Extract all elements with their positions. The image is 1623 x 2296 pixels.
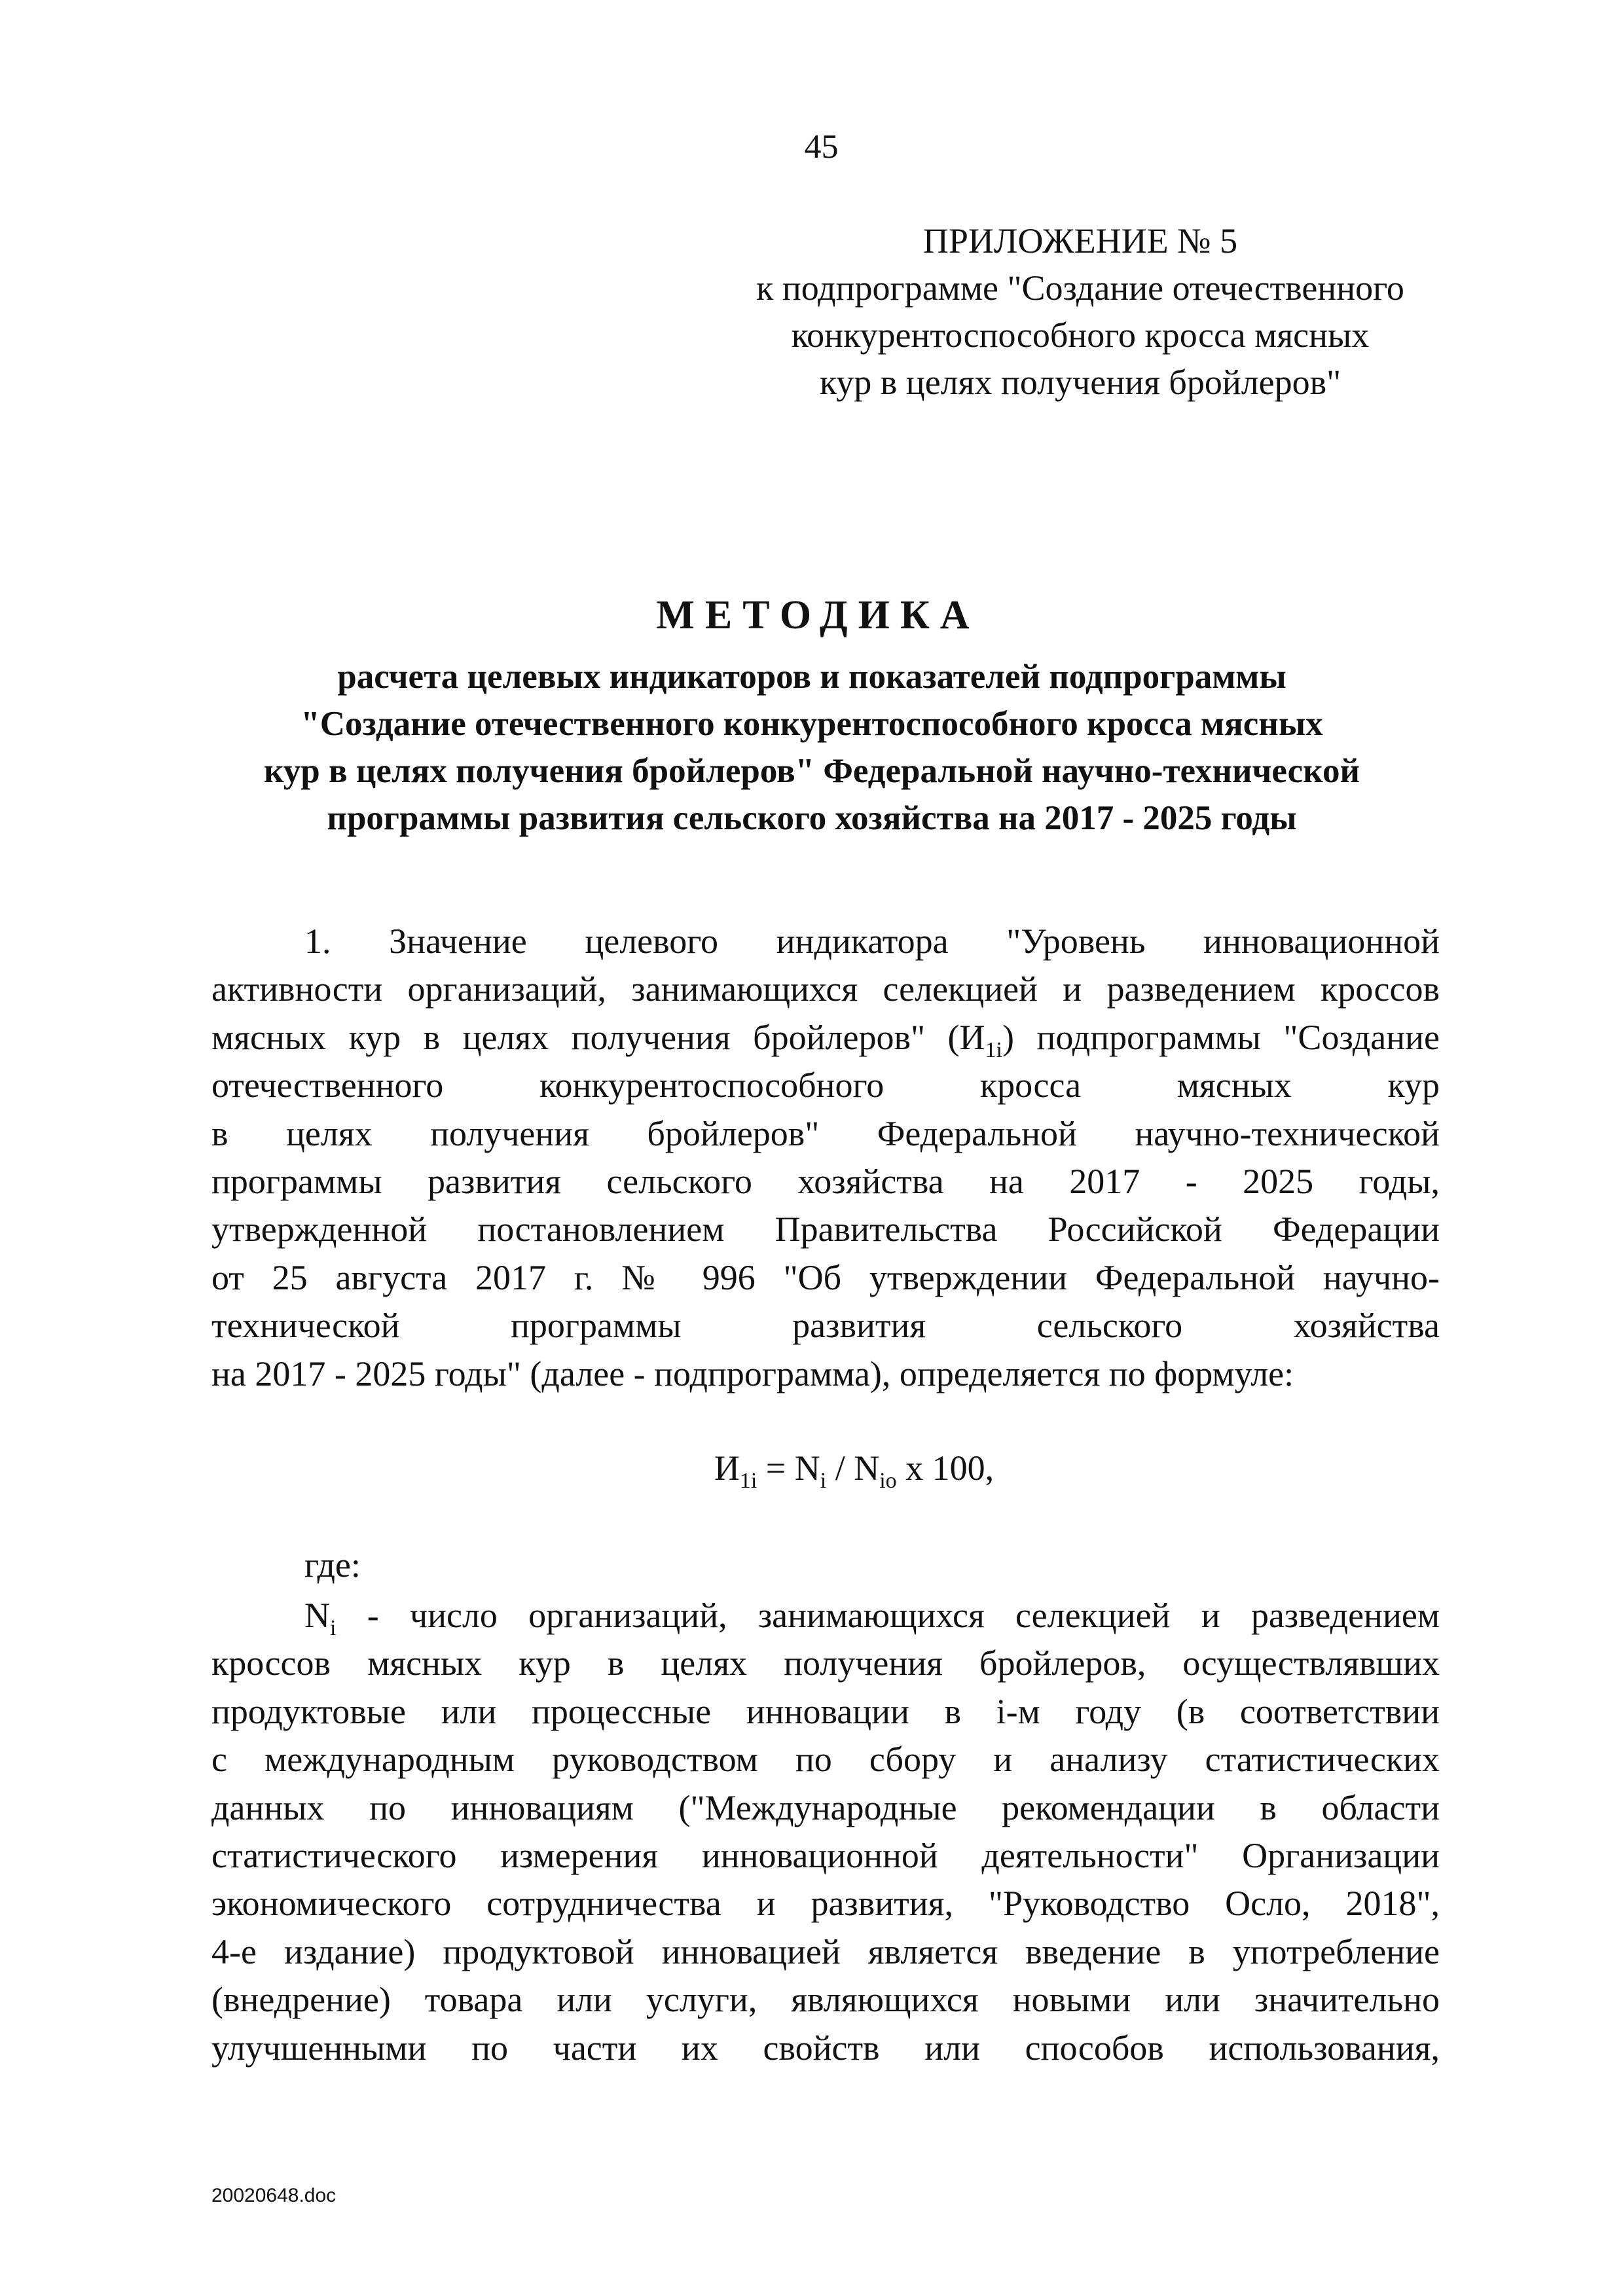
formula-d-sub: io bbox=[879, 1468, 897, 1493]
paragraph-line: от 25 августа 2017 г. № 996 "Об утверждении Федеральной научно- bbox=[211, 1257, 1440, 1297]
subscript: i bbox=[330, 1615, 337, 1640]
appendix-line: кур в целях получения бройлеров" bbox=[819, 363, 1341, 402]
paragraph-line: экономического сотрудничества и развития, "Руководство Осло, 2018", bbox=[211, 1884, 1440, 1924]
formula-n-sub: i bbox=[820, 1468, 827, 1493]
paragraph-line: утвержденной постановлением Правительства Российской Федерации bbox=[211, 1210, 1440, 1249]
paragraph-line: отечественного конкурентоспособного кросса мясных кур bbox=[211, 1066, 1440, 1105]
paragraph-line: активности организаций, занимающихся селекцией и разведением кроссов bbox=[211, 969, 1440, 1009]
paragraph-line: данных по инновациям ("Международные рекомендации в области bbox=[211, 1787, 1440, 1827]
formula-eq: = N bbox=[757, 1448, 820, 1488]
paragraph-1 bbox=[211, 918, 1440, 1398]
paragraph-line: улучшенными по части их свойств или способов использования, bbox=[211, 2028, 1440, 2068]
formula-slash: / N bbox=[826, 1448, 880, 1488]
paragraph-line: продуктовые или процессные инновации в i-м году (в соответствии bbox=[211, 1691, 1440, 1731]
method-subtitle bbox=[223, 653, 1401, 842]
paragraph-line: программы развития сельского хозяйства на 2017 - 2025 годы, bbox=[211, 1161, 1440, 1201]
paragraph-line: 1. Значение целевого индикатора "Уровень инновационной bbox=[304, 922, 1440, 961]
appendix-title: ПРИЛОЖЕНИЕ № 5 bbox=[922, 221, 1238, 260]
text-fragment: мясных кур в целях получения бройлеров" (И bbox=[211, 1017, 985, 1057]
paragraph-line: (внедрение) товара или услуги, являющихся новыми или значительно bbox=[211, 1980, 1440, 2020]
subscript: 1i bbox=[985, 1037, 1002, 1062]
formula-lhs-sub: 1i bbox=[739, 1468, 757, 1493]
paragraph-line: технической программы развития сельского хозяйства bbox=[211, 1306, 1440, 1346]
subtitle-line: "Создание отечественного конкурентоспособного кросса мясных bbox=[301, 705, 1323, 743]
text-fragment: - число организаций, занимающихся селекцией и разведением bbox=[336, 1596, 1440, 1635]
paragraph-line: кроссов мясных кур в целях получения бройлеров, осуществлявших bbox=[211, 1643, 1440, 1683]
method-title: МЕТОДИКА bbox=[656, 593, 980, 637]
formula-tail: x 100, bbox=[896, 1448, 994, 1488]
paragraph-line: на 2017 - 2025 годы" (далее - подпрограмма), определяется по формуле: bbox=[211, 1354, 1294, 1393]
paragraph-line: 4-е издание) продуктовой инновацией является введение в употребление bbox=[211, 1931, 1440, 1971]
appendix-header bbox=[707, 217, 1453, 406]
footer-filename: 20020648.doc bbox=[211, 2185, 337, 2206]
subtitle-line: расчета целевых индикаторов и показателей подпрограммы bbox=[337, 658, 1286, 696]
paragraph-line bbox=[211, 1014, 1440, 1062]
text-fragment: ) подпрограммы "Создание bbox=[1002, 1017, 1440, 1057]
paragraph-line: с международным руководством по сбору и анализу статистических bbox=[211, 1740, 1440, 1780]
formula-lhs: И bbox=[714, 1448, 740, 1488]
appendix-line: к подпрограмме "Создание отечественного bbox=[756, 268, 1404, 308]
paragraph-line: статистического измерения инновационной деятельности" Организации bbox=[211, 1835, 1440, 1875]
text-fragment: N bbox=[304, 1596, 330, 1635]
appendix-line: конкурентоспособного кросса мясных bbox=[791, 315, 1370, 355]
paragraph-2 bbox=[211, 1592, 1440, 2072]
page-number: 45 bbox=[804, 128, 839, 166]
subtitle-line: программы развития сельского хозяйства на 2017 - 2025 годы bbox=[327, 799, 1297, 837]
paragraph-line bbox=[211, 1592, 1440, 1640]
formula bbox=[0, 1448, 1623, 1494]
subtitle-line: кур в целях получения бройлеров" Федеральной научно-технической bbox=[264, 752, 1360, 790]
where-label: где: bbox=[304, 1545, 361, 1585]
paragraph-line: в целях получения бройлеров" Федеральной научно-технической bbox=[211, 1113, 1440, 1153]
